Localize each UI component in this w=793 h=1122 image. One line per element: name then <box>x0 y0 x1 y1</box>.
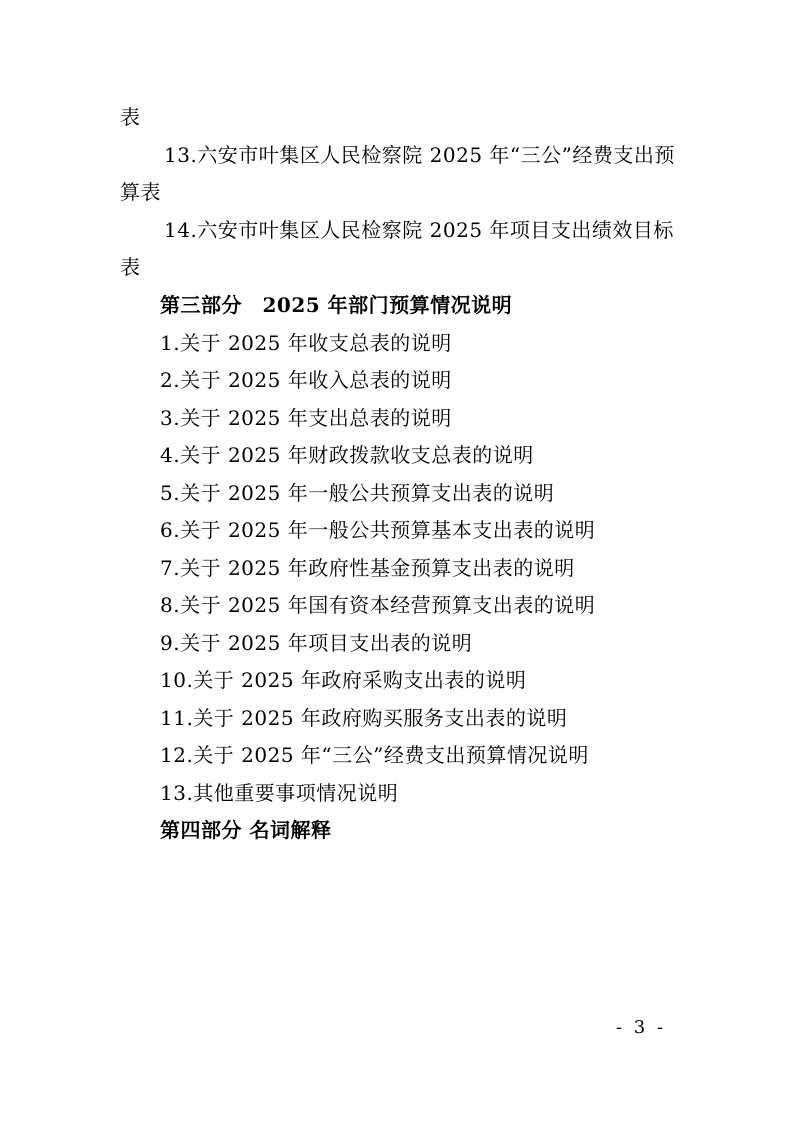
text-line: 13.六安市叶集区人民检察院 2025 年“三公”经费支出预 <box>164 143 675 167</box>
page-number: - 3 - <box>616 1017 667 1038</box>
text-line: 14.六安市叶集区人民检察院 2025 年项目支出绩效目标 <box>164 218 674 242</box>
text-line: 5.关于 2025 年一般公共预算支出表的说明 <box>160 481 555 505</box>
section-heading: 第四部分 名词解释 <box>160 818 332 842</box>
text-line: 表 <box>120 255 141 279</box>
text-line: 1.关于 2025 年收支总表的说明 <box>160 331 452 355</box>
text-line: 7.关于 2025 年政府性基金预算支出表的说明 <box>160 556 575 580</box>
text-line: 13.其他重要事项情况说明 <box>160 781 399 805</box>
text-line: 9.关于 2025 年项目支出表的说明 <box>160 631 473 655</box>
text-line: 10.关于 2025 年政府采购支出表的说明 <box>160 668 527 692</box>
text-line: 11.关于 2025 年政府购买服务支出表的说明 <box>160 706 568 730</box>
text-line: 3.关于 2025 年支出总表的说明 <box>160 406 452 430</box>
text-line: 8.关于 2025 年国有资本经营预算支出表的说明 <box>160 593 596 617</box>
section-heading: 第三部分 2025 年部门预算情况说明 <box>160 293 513 317</box>
text-line: 2.关于 2025 年收入总表的说明 <box>160 368 452 392</box>
text-line: 6.关于 2025 年一般公共预算基本支出表的说明 <box>160 518 596 542</box>
text-line: 算表 <box>120 180 161 204</box>
text-line: 12.关于 2025 年“三公”经费支出预算情况说明 <box>160 743 589 767</box>
text-line: 4.关于 2025 年财政拨款收支总表的说明 <box>160 443 534 467</box>
text-line: 表 <box>120 105 141 129</box>
